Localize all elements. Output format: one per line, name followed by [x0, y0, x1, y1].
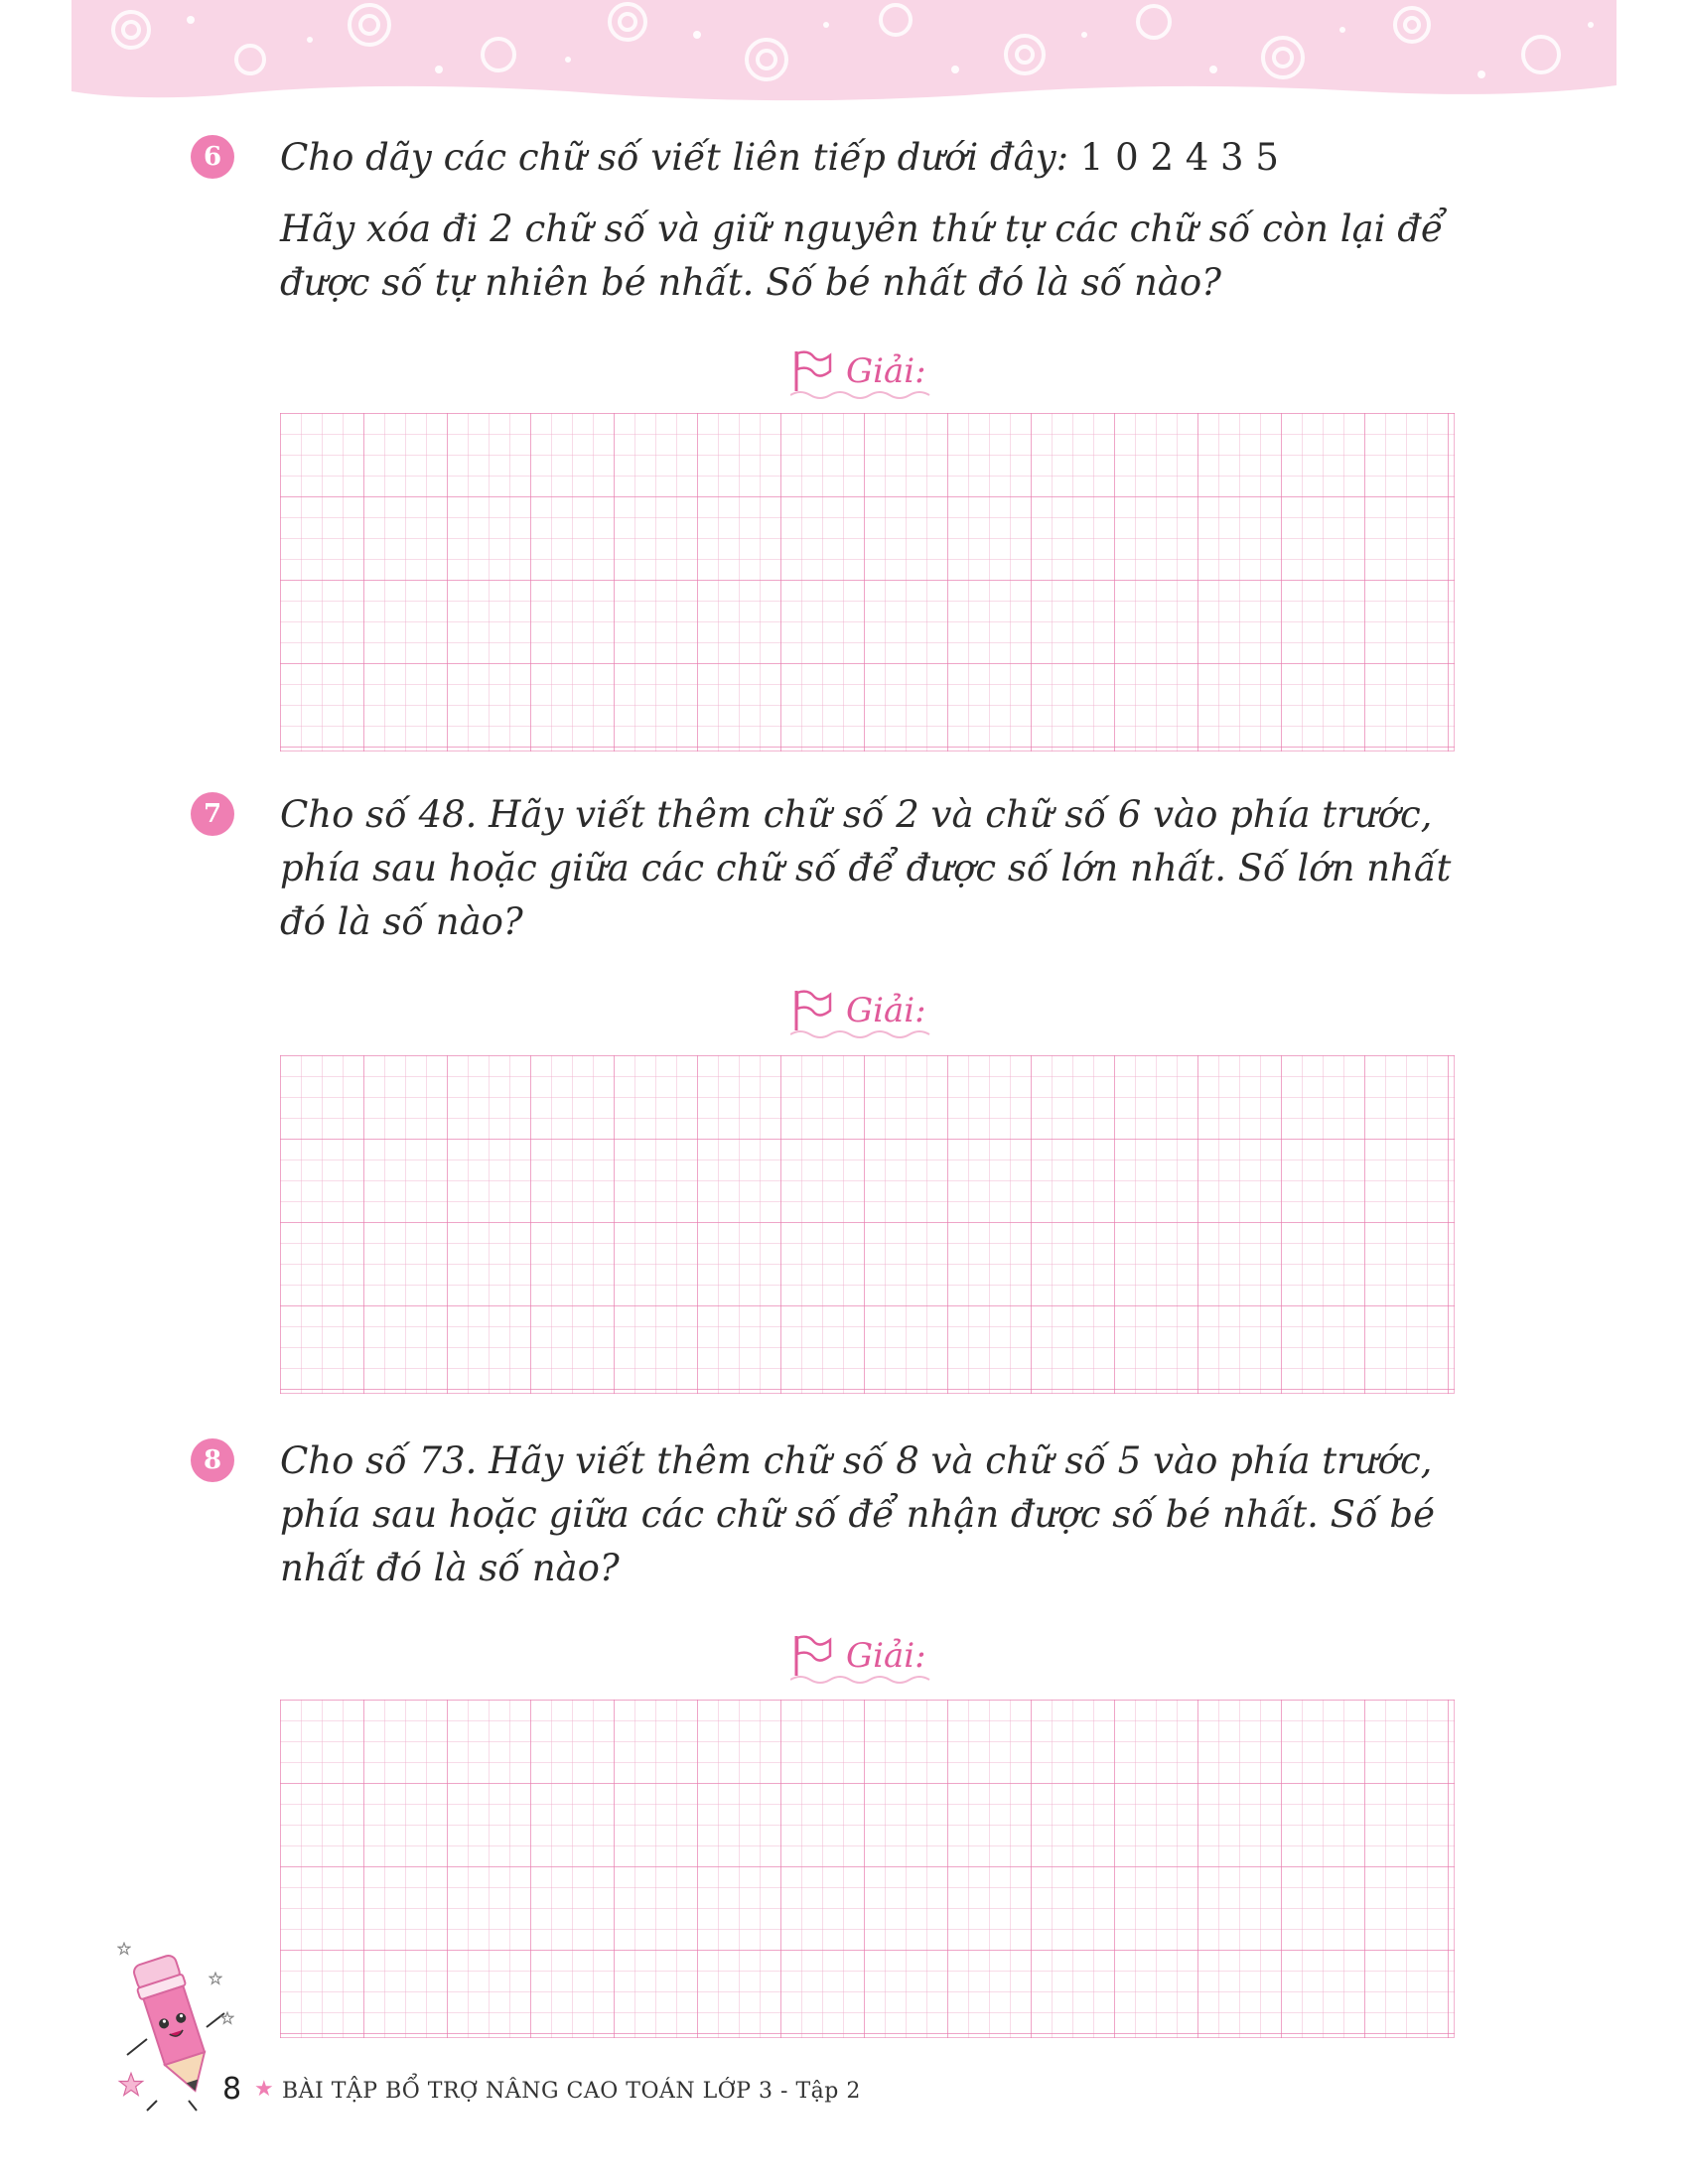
solution-label: Giải: [846, 991, 926, 1030]
decorative-banner [71, 0, 1617, 105]
solution-label: Giải: [846, 1636, 926, 1676]
star-icon [117, 2071, 145, 2099]
problem-number-badge: 8 [191, 1438, 234, 1482]
star-icon: ★ [254, 2077, 274, 2102]
star-icon [117, 1942, 131, 1956]
problem-text: Cho số 73. Hãy viết thêm chữ số 8 và chữ số 5 vào phía trước, phía sau hoặc giữa các chữ số để nhận được số bé nhất. Số bé nhất đó là số nào? [280, 1439, 1435, 1589]
answer-grid[interactable] [280, 1055, 1455, 1394]
star-icon [220, 2011, 234, 2025]
answer-grid[interactable] [280, 1700, 1455, 2038]
flag-icon [790, 347, 836, 395]
digit-sequence: 1 0 2 4 3 5 [1068, 136, 1279, 179]
page-number: 8 [222, 2072, 242, 2107]
problem-number-badge: 7 [191, 792, 234, 836]
problem-number-badge: 6 [191, 135, 234, 179]
solution-heading [790, 345, 969, 401]
problem-text: Cho số 48. Hãy viết thêm chữ số 2 và chữ số 6 vào phía trước, phía sau hoặc giữa các chữ số để được số lớn nhất. Số lớn nhất đó là số nào? [280, 793, 1452, 943]
star-icon [209, 1972, 222, 1985]
book-title: BÀI TẬP BỔ TRỢ NÂNG CAO TOÁN LỚP 3 - Tập 2 [282, 2079, 861, 2104]
solution-heading [790, 1630, 969, 1686]
solution-heading [790, 985, 969, 1040]
problem-text [280, 131, 1472, 310]
flag-icon [790, 1632, 836, 1680]
flag-icon [790, 987, 836, 1034]
problem-intro: Cho dãy các chữ số viết liên tiếp dưới đây: [280, 136, 1069, 179]
problem-body: Hãy xóa đi 2 chữ số và giữ nguyên thứ tự các chữ số còn lại để được số tự nhiên bé nhất. Số bé nhất đó là số nào? [280, 207, 1444, 304]
solution-label: Giải: [846, 351, 926, 391]
answer-grid[interactable] [280, 413, 1455, 751]
